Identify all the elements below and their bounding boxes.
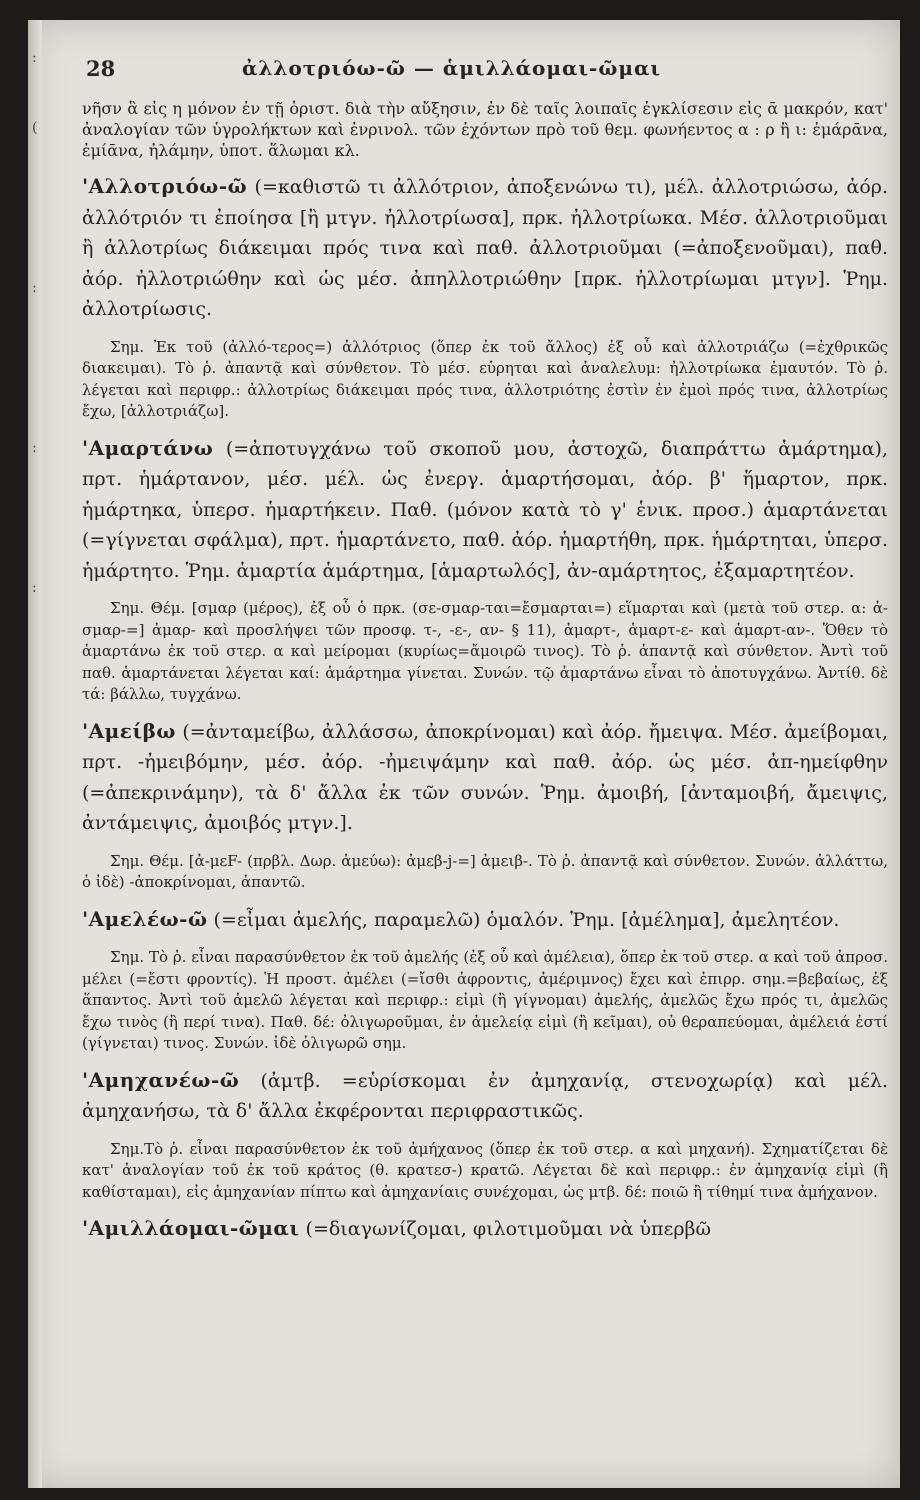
entry-text: (=διαγωνίζομαι, φιλοτιμοῦμαι νὰ ὑπερβῶ: [299, 1218, 712, 1240]
entry-continuation: νῆσν ἃ εἰς η μόνον ἐν τῇ ὁριστ. διὰ τὴν αὔξησιν, ἐν δὲ ταῖς λοιπαῖς ἐγκλίσεσιν εἰς ᾱ μακρόν, κατ' ἀναλογίαν τῶν ὑγρολήκτων καὶ ἐνρινολ. τῶν ἐχόντων πρὸ τοῦ θεμ. φωνήεντος α : ρ ἢ ι: ἐμάρᾱνα, ἐμίᾱνα, ἠλάμην, ὑποτ. ἅλωμαι κλ.: [82, 99, 888, 160]
lemma: 'Αμιλλάομαι-ῶμαι: [82, 1216, 300, 1240]
entry-amillaomai: [82, 1213, 888, 1245]
entry-text: (=ἀποτυγχάνω τοῦ σκοποῦ μου, ἀστοχῶ, διαπράττω ἁμάρτημα), πρτ. ἡμάρτανον, μέσ. μέλ. ὡς ἐνεργ. ἁμαρτήσομαι, ἀόρ. β' ἥμαρτον, πρκ. ἡμάρτηκα, ὑπερσ. ἡμαρτήκειν. Παθ. (μόνον κατὰ τὸ γ' ἑνικ. προσ.) ἁμαρτάνεται (=γίγνεται σφάλμα), πρτ. ἡμαρτάνετο, παθ. ἀόρ. ἡμαρτήθη, πρκ. ἡμάρτηται, ὑπερσ. ἡμάρτητο. Ῥημ. ἁμαρτία ἁμάρτημα, [ἁμαρτωλός], ἀν-αμάρτητος, ἐξαμαρτητέον.: [82, 437, 888, 582]
entry-note: Σημ. Ἐκ τοῦ (ἀλλό-τερος=) ἀλλότριος (ὅπερ ἐκ τοῦ ἄλλος) ἐξ οὗ καὶ ἀλλοτριάζω (=ἐχθρικῶς διακειμαι). Τὸ ῥ. ἀπαντᾷ καὶ σύνθετον. Τὸ μέσ. εὑρηται καὶ ἀναλελυμ: ἠλλοτρίωκα ἐμαυτόν. Τὸ ῥ. λέγεται καὶ περιφρ.: ἀλλοτρίως διάκειμαι πρός τινα, ἀλλοτριότης ἐστὶν ἐν ἐμοὶ πρός τινα, ἀλλοτρίως ἔχω, [ἀλλοτριάζω].: [82, 337, 888, 420]
entry-text: (=ἀνταμείβω, ἀλλάσσω, ἀποκρίνομαι) καὶ ἀόρ. ἤμειψα. Μέσ. ἀμείβομαι, πρτ. -ἠμειβόμην, μέσ. ἀόρ. -ἠμειψάμην καὶ παθ. ἀόρ. ὡς μέσ. ἀπ-ημείφθην (=ἀπεκρινάμην), τὰ δ' ἄλλα ἐκ τῶν συνών. Ῥημ. ἀμοιβή, [ἀνταμοιβή, ἄμειψις, ἀντάμειψις, ἀμοιβός μτγν.].: [82, 720, 888, 834]
running-head: ἀλλοτριόω-ῶ — ἁμιλλάομαι-ῶμαι: [242, 56, 662, 80]
entry-note: Σημ. Θέμ. [σμαρ (μέρος), ἐξ οὗ ὁ πρκ. (σε-σμαρ-ται=ἔσμαρται=) εἵμαρται καὶ (μετὰ τοῦ στερ. α: ἀ-σμαρ-=] ἀμαρ- καὶ προσλήψει τῶν προσφ. τ-, -ε-, αν- § 11), ἁμαρτ-, ἁμαρτ-ε- καὶ ἁμαρτ-αν-. Ὅθεν τὸ ἁμαρτάνω ἐκ τοῦ στερ. α καὶ μείρομαι (κυρίως=ἄμοιρῶ τινος). Τὸ ῥ. ἀπαντᾷ καὶ σύνθετον. Ἀντὶ τοῦ παθ. ἁμαρτάνεται λέγεται καί: ἁμάρτημα γίνεται. Συνών. τῷ ἁμαρτάνω εἶναι τὸ ἀποτυγχάνω. Ἀντίθ. δὲ τά: βάλλω, τυγχάνω.: [82, 599, 888, 703]
entry-ameleo: [82, 904, 888, 936]
margin-mark: :: [32, 580, 37, 596]
book-page: [28, 20, 900, 1488]
page-header: [82, 50, 888, 98]
lemma: 'Αμηχανέω-ῶ: [82, 1067, 240, 1092]
entry-hamartano: [82, 433, 888, 587]
lemma: 'Αμείβω: [82, 718, 176, 743]
page-number: 28: [86, 56, 116, 81]
entry-note: Σημ. Θέμ. [ἀ-μεF- (πρβλ. Δωρ. ἀμεύω): ἀμεβ-j-=] ἀμειβ-. Τὸ ῥ. ἀπαντᾷ καὶ σύνθετον. Συνών. ἀλλάττω, ὁ ἰδὲ) -ἀποκρίνομαι, ἀπαντῶ.: [82, 851, 888, 891]
entry-ameibo: [82, 716, 888, 839]
entry-amechaneo: [82, 1065, 888, 1127]
page-gutter: [28, 20, 42, 1488]
margin-mark: (: [32, 120, 38, 136]
entry-text: (ἀμτβ. =εὑρίσκομαι ἐν ἀμηχανίᾳ, στενοχωρίᾳ) καὶ μέλ. ἀμηχανήσω, τὰ δ' ἄλλα ἐκφέρονται περιφραστικῶς.: [82, 1069, 888, 1122]
entry-text: (=καθιστῶ τι ἀλλότριον, ἀποξενώνω τι), μέλ. ἀλλοτριώσω, ἀόρ. ἀλλότριόν τι ἐποίησα [ἢ μτγν. ἠλλοτρίωσα], πρκ. ἠλλοτρίωκα. Μέσ. ἀλλοτριοῦμαι ἢ ἀλλοτρίως διάκειμαι πρός τινα καὶ παθ. ἀλλοτριοῦμαι (=ἀποξενοῦμαι), παθ. ἀόρ. ἠλλοτριώθην καὶ ὡς μέσ. ἀπηλλοτριώθην [πρκ. ἠλλοτρίωμαι μτγν]. Ῥημ. ἀλλοτρίωσις.: [82, 176, 888, 320]
lemma: 'Αμελέω-ῶ: [82, 906, 208, 931]
lemma: 'Αμαρτάνω: [82, 435, 214, 460]
entry-text: (=εἶμαι ἀμελής, παραμελῶ) ὁμαλόν. Ῥημ. [ἀμέλημα], ἀμελητέον.: [207, 908, 840, 931]
margin-mark: :: [32, 280, 37, 296]
margin-mark: :: [32, 50, 37, 66]
entry-note: Σημ.Τὸ ῥ. εἶναι παρασύνθετον ἐκ τοῦ ἀμήχανος (ὅπερ ἐκ τοῦ στερ. α καὶ μηχανή). Σχηματίζεται δὲ κατ' ἀναλογίαν τοῦ ἐκ τοῦ κράτος (θ. κρατεσ-) κρατῶ. Λέγεται δὲ καὶ περιφρ.: ἐν ἀμηχανίᾳ εἰμὶ (ἢ καθίσταμαι), εἰς ἀμηχανίαν πίπτω καὶ ἀμηχανίαις συνέχομαι, ὡς μτβ. δέ: ποιῶ ἢ τίθημί τινα ἀμήχανον.: [82, 1139, 888, 1201]
entry-allotrioo: [82, 171, 888, 325]
page-content: [82, 50, 888, 1245]
margin-mark: :: [32, 440, 37, 456]
entry-note: Σημ. Τὸ ῥ. εἶναι παρασύνθετον ἐκ τοῦ ἀμελής (ἐξ οὗ καὶ ἀμέλεια), ὅπερ ἐκ τοῦ στερ. α καὶ τοῦ ἀπροσ. μέλει (=ἔστι φροντίς). Ἡ προστ. ἀμέλει (=ἴσθι ἀφροντις, ἀμέριμνος) ἔχει καὶ ἐπιρρ. σημ.=βεβαίως, ἐξ ἅπαντος. Ἀντὶ τοῦ ἀμελῶ λέγεται καὶ περιφρ.: εἰμὶ (ἢ γίγνομαι) ἀμελής, ἀμελῶς ἔχω πρός τι, ἀμελῶς ἔχω τινὸς (ἢ περί τινα). Παθ. δέ: ὀλιγωροῦμαι, ἐν ἀμελείᾳ εἰμὶ (ἢ κεῖμαι), οὐ θεραπεύομαι, ἀμέλειά ἐστί (γίγνεται) τινος. Συνών. ἰδὲ ὀλιγωρῶ σημ.: [82, 948, 888, 1052]
lemma: 'Αλλοτριόω-ῶ: [82, 174, 248, 198]
